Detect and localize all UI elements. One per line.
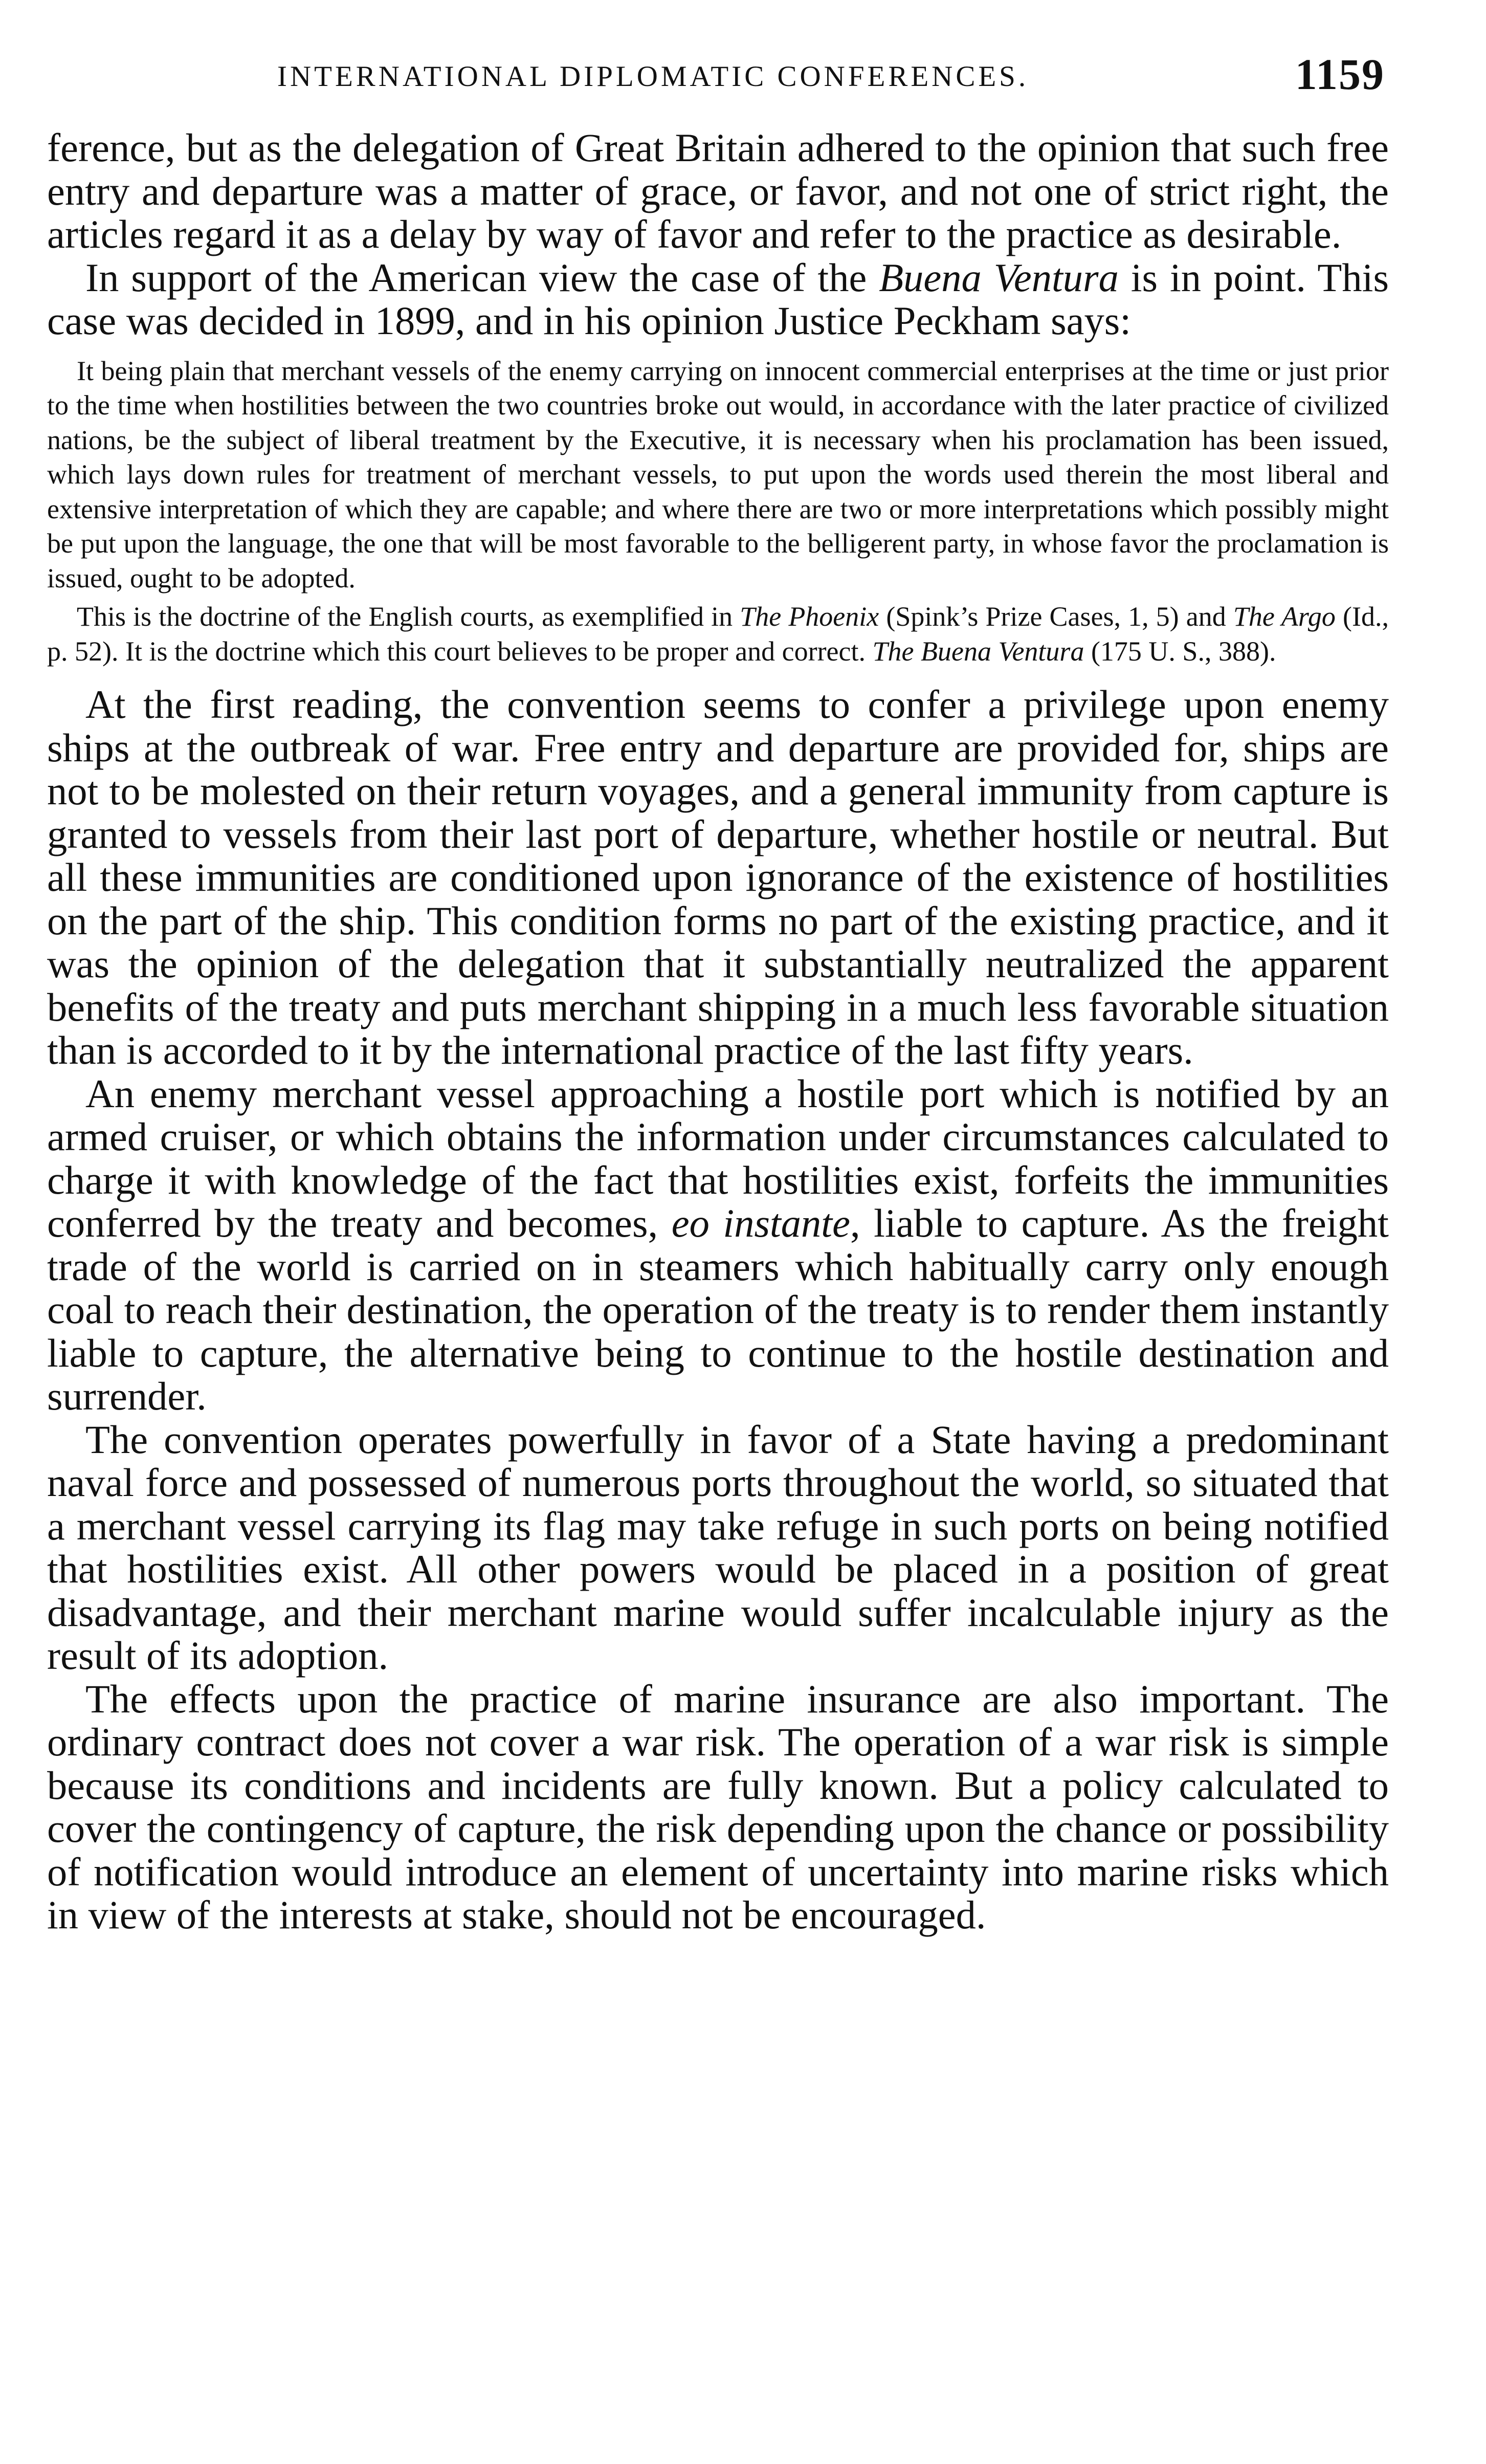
paragraph-naval-force: The convention operates powerfully in favor of a State having a predominant naval force and possessed of numerous ports throughout the world, so situated that a merchant vessel carrying its flag may take refuge in such ports on being notified that hostilities exist. All other powers would be placed in a position of great disadvantage, and their merchant marine would suffer incalculable injury as the result of its adoption.: [47, 1417, 1389, 1678]
text-run: (Spink’s Prize Cases, 1, 5) and: [879, 601, 1233, 632]
text-run: (175 U. S., 388).: [1084, 635, 1276, 667]
block-quote: [47, 354, 1389, 669]
paragraph-enemy-vessel: [47, 1072, 1389, 1418]
running-header: [47, 49, 1389, 110]
text-run: An enemy merchant vessel approaching a hostile port which is notified by an armed cruiser, or which obtains the information under circumstances calculated to charge it with knowledge of the fact that hostilities exist, forfeits the immunities conferred by the treaty and becomes,: [47, 1071, 1389, 1245]
case-name: Buena Ventura: [879, 255, 1119, 300]
paragraph-buena-ventura-intro: [47, 256, 1389, 343]
paragraph-continuation: ference, but as the delegation of Great Britain adhered to the opinion that such free entry and departure was a matter of grace, or favor, and not one of strict right, the articles regard it as a delay by way of favor and refer to the practice as desirable.: [47, 125, 1389, 256]
text-run: This is the doctrine of the English courts, as exemplified in: [77, 601, 740, 632]
case-name: The Argo: [1233, 601, 1336, 632]
latin-phrase: eo instante: [671, 1201, 850, 1245]
running-title: INTERNATIONAL DIPLOMATIC CONFERENCES.: [277, 60, 1029, 93]
text-run: , liable to capture. As the freight trade of the world is carried on in steamers which habitually carry only enough coal to reach their destination, the operation of the treaty is to render them instantly liable to capture, the alternative being to continue to the hostile destination and surrender.: [47, 1201, 1389, 1418]
text-run: (Id., p. 52). It is the doctrine which this court believes to be proper and correct.: [47, 601, 1389, 667]
case-name: The Buena Ventura: [872, 635, 1084, 667]
text-run: is in point. This case was decided in 1899, and in his opinion Justice Peckham says:: [47, 255, 1389, 343]
quote-paragraph-doctrine: [47, 600, 1389, 669]
case-name: The Phoenix: [740, 601, 879, 632]
quote-paragraph-peckham: It being plain that merchant vessels of the enemy carrying on innocent commercial enterprises at the time or just prior to the time when hostilities between the two countries broke out would, in accordance with the later practice of civilized nations, be the subject of liberal treatment by the Executive, it is necessary when his proclamation has been issued, which lays down rules for treatment of merchant vessels, to put upon the words used therein the most liberal and extensive interpretation of which they are capable; and where there are two or more interpretations which possibly might be put upon the language, the one that will be most favorable to the belligerent party, in whose favor the proclamation is issued, ought to be adopted.: [47, 355, 1389, 593]
paragraph-first-reading: At the first reading, the convention seems to confer a privilege upon enemy ships at the outbreak of war. Free entry and departure are provided for, ships are not to be molested on their return voyages, and a general immunity from capture is granted to vessels from their last port of departure, whether hostile or neutral. But all these immunities are conditioned upon ignorance of the existence of hostilities on the part of the ship. This condition forms no part of the existing practice, and it was the opinion of the delegation that it substantially neutralized the apparent benefits of the treaty and puts merchant shipping in a much less favorable situation than is accorded to it by the international practice of the last fifty years.: [47, 682, 1389, 1072]
paragraph-marine-insurance: The effects upon the practice of marine insurance are also important. The ordinary contract does not cover a war risk. The operation of a war risk is simple because its conditions and incidents are fully known. But a policy calculated to cover the contingency of capture, the risk depending upon the chance or possibility of notification would introduce an element of uncertainty into marine risks which in view of the interests at stake, should not be encouraged.: [47, 1676, 1389, 1937]
page-number: 1159: [1295, 50, 1385, 99]
text-run: In support of the American view the case of the: [85, 255, 879, 300]
